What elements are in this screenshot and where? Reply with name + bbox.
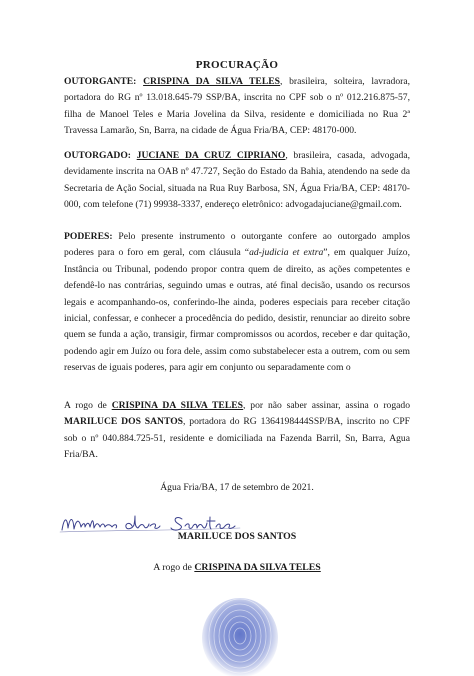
outorgante-name: CRISPINA DA SILVA TELES <box>143 76 280 87</box>
rogo-text-3: , portadora do RG 1364198444SSP/BA, inscrito no CPF sob o nº 040.884.725-51, residente e domiciliada na Fazenda Barril, Sn, Barra, Agua Fria/BA. <box>64 416 410 461</box>
rogo-paragraph <box>64 398 410 464</box>
poderes-text-after: ”, em qualquer Juízo, Instância ou Tribunal, podendo propor contra quem de direito, as ações competentes e defendê-lo nas contrárias, seguindo umas e outras, até final decisão, usando os recursos legais e acompanhando-os, conferindo-lhe ainda, poderes especiais para receber citação inicial, confessar, e conhecer a procedência do pedido, desistir, renunciar ao direito sobre quem se funda a ação, transigir, firmar compromissos ou acordos, receber e dar quitação, podendo agir em Juízo ou fora dele, assim como substabelecer esta a outrem, com ou sem reservas de iguais poderes, para agir em conjunto ou separadamente com o <box>64 247 411 374</box>
poderes-italic: ad-judicia et extra <box>249 247 324 259</box>
rogo-line-name: CRISPINA DA SILVA TELES <box>194 562 321 573</box>
poderes-text-before: Pelo presente instrumento o outorgante confere ao outorgado amplos poderes para o foro em geral, com cláusula “ <box>64 231 410 259</box>
rogo-line <box>0 562 474 573</box>
rogo-text-1: A rogo de <box>64 400 112 411</box>
rogo-text-2: , por não saber assinar, assina o rogado <box>242 400 411 411</box>
fingerprint-icon <box>198 596 282 676</box>
rogo-name-2: MARILUCE DOS SANTOS <box>64 416 183 428</box>
outorgado-text: , brasileira, casada, advogada, devidamente inscrita na OAB nº 47.727, Seção do Estado da Bahia, atendendo na sede da Secretaria de Ação Social, situada na Rua Ruy Barbosa, SN, Água Fria/BA, CEP: 48170-000, com telefone (71) 99938-3337, endereço eletrônico: advogadajuciane@gmail.com. <box>64 150 410 211</box>
document-title: PROCURAÇÃO <box>195 59 279 71</box>
outorgado-paragraph <box>64 148 410 214</box>
date-line: Água Fria/BA, 17 de setembro de 2021. <box>160 482 314 493</box>
signer-name: MARILUCE DOS SANTOS <box>177 531 297 542</box>
outorgante-text: , brasileira, solteira, lavradora, portadora do RG nº 13.018.645-79 SSP/BA, inscrita no CPF sob o nº 012.216.875-57, filha de Manoel Teles e Maria Jovelina da Silva, residente e domiciliada no Rua 2ª Travessa Lamarão, Sn, Barra, na cidade de Água Fria/BA, CEP: 48170-000. <box>64 76 410 137</box>
outorgado-label: OUTORGADO: <box>64 150 131 161</box>
outorgante-label: OUTORGANTE: <box>64 76 137 87</box>
rogo-name-1: CRISPINA DA SILVA TELES <box>111 400 243 411</box>
rogo-line-prefix: A rogo de <box>153 562 195 573</box>
poderes-paragraph <box>64 229 410 377</box>
outorgado-name: JUCIANE DA CRUZ CIPRIANO <box>136 150 286 161</box>
poderes-label: PODERES: <box>64 231 113 242</box>
outorgante-paragraph <box>64 74 410 140</box>
